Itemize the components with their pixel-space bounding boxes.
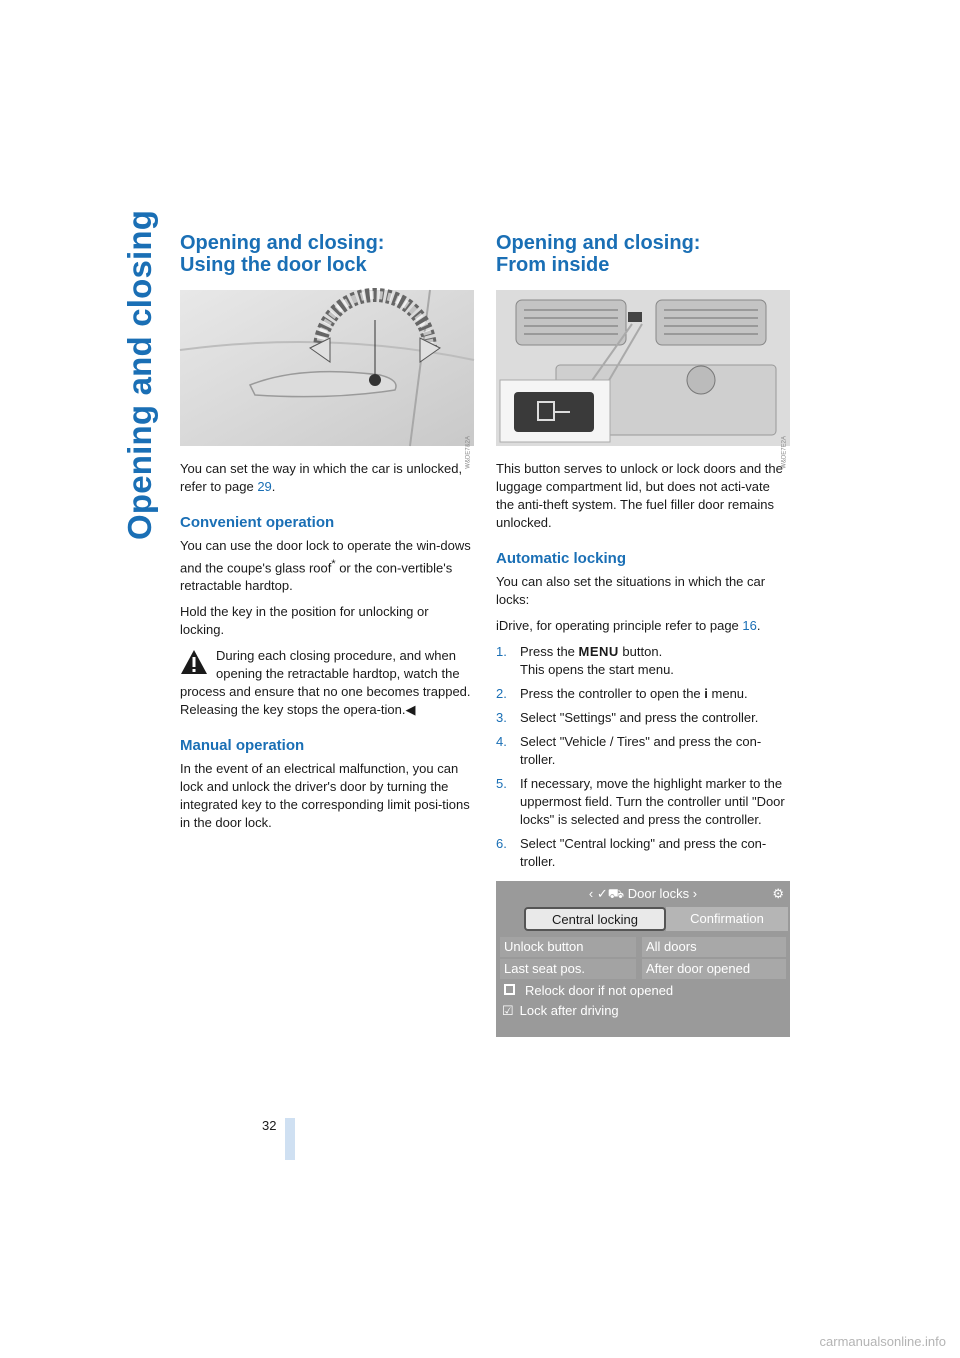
relock-checkbox-row[interactable]: Relock door if not opened <box>504 981 786 1001</box>
side-tab <box>118 210 162 540</box>
list-item: 1. Press the MENU button. This opens the start menu. <box>496 644 674 677</box>
right-column <box>496 232 790 877</box>
steps-list <box>496 643 790 871</box>
tab-central-locking[interactable]: Central locking <box>524 907 666 931</box>
side-tab-label: Opening and closing <box>121 209 158 540</box>
automatic-locking-heading: Automatic locking <box>496 550 627 567</box>
list-item: 3. Select "Settings" and press the controller. <box>496 710 759 725</box>
convenient-operation-heading: Convenient operation <box>180 514 335 531</box>
auto-paragraph-1: You can also set the situations in which the car locks: <box>496 574 766 607</box>
button-description: This button serves to unlock or lock doors and the luggage compartment lid, but does not acti-vate the anti-theft system. The fuel filler door remains unlocked. <box>496 461 783 530</box>
warning-note <box>180 647 474 719</box>
optional-equipment-star-icon: * <box>331 558 336 570</box>
checkbox-checked-icon[interactable]: ☑ <box>502 1003 514 1018</box>
screen-row[interactable]: Unlock button All doors <box>500 937 786 957</box>
chevron-right-icon: › <box>692 886 698 901</box>
list-item: 4. Select "Vehicle / Tires" and press the con-troller. <box>496 734 762 767</box>
convenient-paragraph-2: Hold the key in the position for unlocking or locking. <box>180 604 429 638</box>
manual-paragraph: In the event of an electrical malfunction, you can lock and unlock the driver's door by turning the integrated key to the corresponding limit posi-tions in the door lock. <box>180 761 470 831</box>
footer-watermark: carmanualsonline.info <box>819 1334 946 1349</box>
page-link-29[interactable]: 29 <box>257 479 272 494</box>
page-number: 32 <box>262 1118 277 1133</box>
checkbox-unchecked-icon[interactable] <box>504 984 515 995</box>
page-bar <box>285 1118 295 1160</box>
lock-after-driving-checkbox-row[interactable]: ☑ Lock after driving <box>502 1003 619 1018</box>
manual-operation-heading: Manual operation <box>180 737 305 755</box>
info-icon: i <box>704 686 708 701</box>
left-column <box>180 232 474 840</box>
chevron-left-icon: ‹ <box>588 886 594 901</box>
dashboard-illustration <box>496 290 790 446</box>
screen-header <box>496 881 790 907</box>
list-item: 6. Select "Central locking" and press the con-troller. <box>496 836 767 869</box>
menu-button-label: MENU <box>578 644 619 659</box>
idrive-screen <box>496 881 790 1037</box>
warning-text: During each closing procedure, and when opening the retractable hardtop, watch the process and ensure that no one becomes trapped. Releasing the key stops the opera-tion. <box>180 648 471 718</box>
car-icon: ✓⛟ <box>596 886 625 901</box>
page-link-16[interactable]: 16 <box>742 618 757 633</box>
door-lock-figure <box>180 290 474 469</box>
tab-confirmation[interactable]: Confirmation <box>666 907 788 931</box>
left-title: Opening and closing: Using the door lock <box>180 232 385 276</box>
auto-paragraph-2: iDrive, for operating principle refer to page 16. <box>496 618 761 633</box>
warning-triangle-icon <box>180 649 208 675</box>
list-item: 5. If necessary, move the highlight marker to the uppermost field. Turn the controller until "Door locks" is selected and press the controller. <box>496 776 785 827</box>
end-marker-icon: ◀ <box>405 702 416 718</box>
right-title: Opening and closing: From inside <box>496 232 701 276</box>
intro-paragraph: You can set the way in which the car is unlocked, refer to page 29. <box>180 461 463 494</box>
convenient-paragraph-1: You can use the door lock to operate the win-dows and the coupe's glass roof* or the con-vertible's retractable hardtop. <box>180 538 471 594</box>
list-item: 2. Press the controller to open the i menu. <box>496 686 748 701</box>
screen-row[interactable]: Last seat pos. After door opened <box>500 959 786 979</box>
screen-tabs <box>498 907 788 931</box>
screen-header-title: Door locks <box>627 886 690 901</box>
figure-code: W&DE7E2A <box>782 436 788 469</box>
dashboard-figure <box>496 290 790 469</box>
door-handle-illustration <box>180 290 474 446</box>
settings-icon: ⚙ <box>772 886 784 901</box>
figure-code: W&DE7&2A <box>466 436 472 469</box>
